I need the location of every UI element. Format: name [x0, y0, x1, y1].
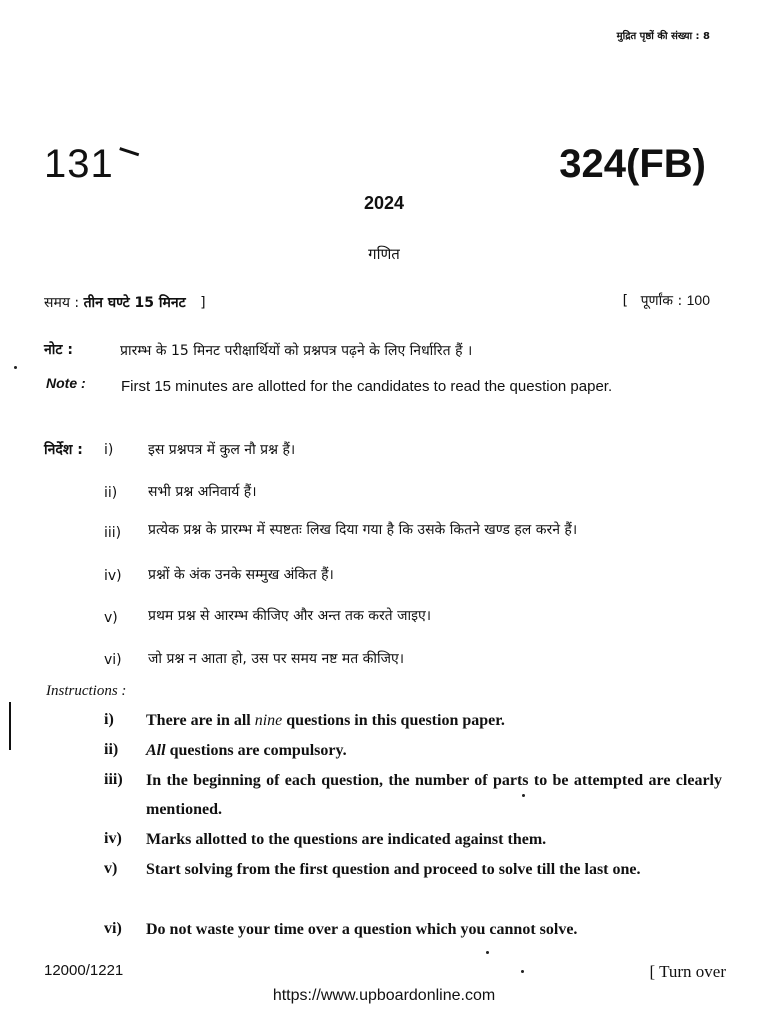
- stray-dot: [522, 794, 525, 797]
- margin-mark: [9, 702, 11, 750]
- item-text: जो प्रश्न न आता हो, उस पर समय नष्ट मत कीजिए।: [148, 651, 405, 667]
- paper-code: 324(FB): [559, 142, 706, 186]
- paper-serial-code: 12000/1221: [44, 962, 124, 979]
- item-text: प्रश्नों के अंक उनके सम्मुख अंकित हैं।: [148, 567, 334, 583]
- stray-dot: [486, 951, 489, 954]
- item-text: सभी प्रश्न अनिवार्य हैं।: [148, 484, 257, 500]
- time-allowed: [44, 293, 206, 312]
- time-label: समय :: [44, 295, 80, 311]
- item-number: iv): [104, 568, 122, 584]
- printed-pages-count: मुद्रित पृष्ठों की संख्या : 8: [616, 31, 710, 42]
- time-value: तीन घण्टे 15 मिनट: [83, 295, 186, 311]
- item-number: vi): [104, 652, 122, 668]
- item-text: Do not waste your time over a question which you cannot solve.: [146, 921, 578, 938]
- item-text: इस प्रश्नपत्र में कुल नौ प्रश्न हैं।: [148, 442, 296, 458]
- item-number: i): [104, 711, 114, 728]
- item-text: All questions are compulsory.: [146, 742, 347, 759]
- item-number: v): [104, 610, 118, 626]
- emphasis: nine: [254, 712, 283, 729]
- stray-dot: [14, 366, 17, 369]
- item-number: iv): [104, 830, 122, 847]
- maximum-marks: [623, 291, 710, 310]
- item-number: iii): [104, 525, 122, 541]
- emphasis: All: [146, 742, 166, 759]
- roll-code: 131: [44, 142, 114, 186]
- item-text: Start solving from the first question and proceed to solve till the last one.: [146, 861, 641, 878]
- note-text-hindi: प्रारम्भ के 15 मिनट परीक्षार्थियों को प्रश्नपत्र पढ़ने के लिए निर्धारित हैं ।: [120, 343, 473, 359]
- item-number: i): [104, 442, 114, 458]
- item-number: vi): [104, 920, 122, 937]
- subject-title: गणित: [368, 245, 400, 263]
- note-label-hindi: नोट :: [44, 342, 73, 358]
- item-text: Marks allotted to the questions are indicated against them.: [146, 831, 547, 848]
- item-number: ii): [104, 485, 118, 501]
- item-text: प्रथम प्रश्न से आरम्भ कीजिए और अन्त तक करते जाइए।: [148, 608, 432, 624]
- item-text: In the beginning of each question, the number of parts to be attempted are clearly mentioned.: [146, 772, 722, 818]
- exam-year: 2024: [363, 193, 405, 213]
- time-bracket: ]: [200, 295, 206, 311]
- tick-mark: [117, 147, 139, 164]
- item-text: प्रत्येक प्रश्न के प्रारम्भ में स्पष्टतः लिख दिया गया है कि उसके कितने खण्ड हल करने हैं।: [148, 522, 578, 538]
- note-label-english: Note :: [46, 375, 86, 391]
- item-number: iii): [104, 771, 123, 788]
- marks-label: पूर्णांक :: [640, 293, 683, 309]
- source-url: https://www.upboardonline.com: [272, 987, 496, 1004]
- instructions-label-hindi: निर्देश :: [44, 442, 83, 458]
- marks-bracket: [: [622, 293, 629, 309]
- item-number: v): [104, 860, 118, 877]
- instructions-label-english: Instructions :: [46, 683, 127, 699]
- item-number: ii): [104, 741, 119, 758]
- item-text: There are in all nine questions in this question paper.: [146, 712, 505, 729]
- stray-dot: [521, 970, 524, 973]
- note-text-english: First 15 minutes are allotted for the candidates to read the question paper.: [121, 378, 613, 395]
- turn-over-label: [ Turn over: [649, 962, 726, 981]
- marks-value: 100: [686, 292, 710, 308]
